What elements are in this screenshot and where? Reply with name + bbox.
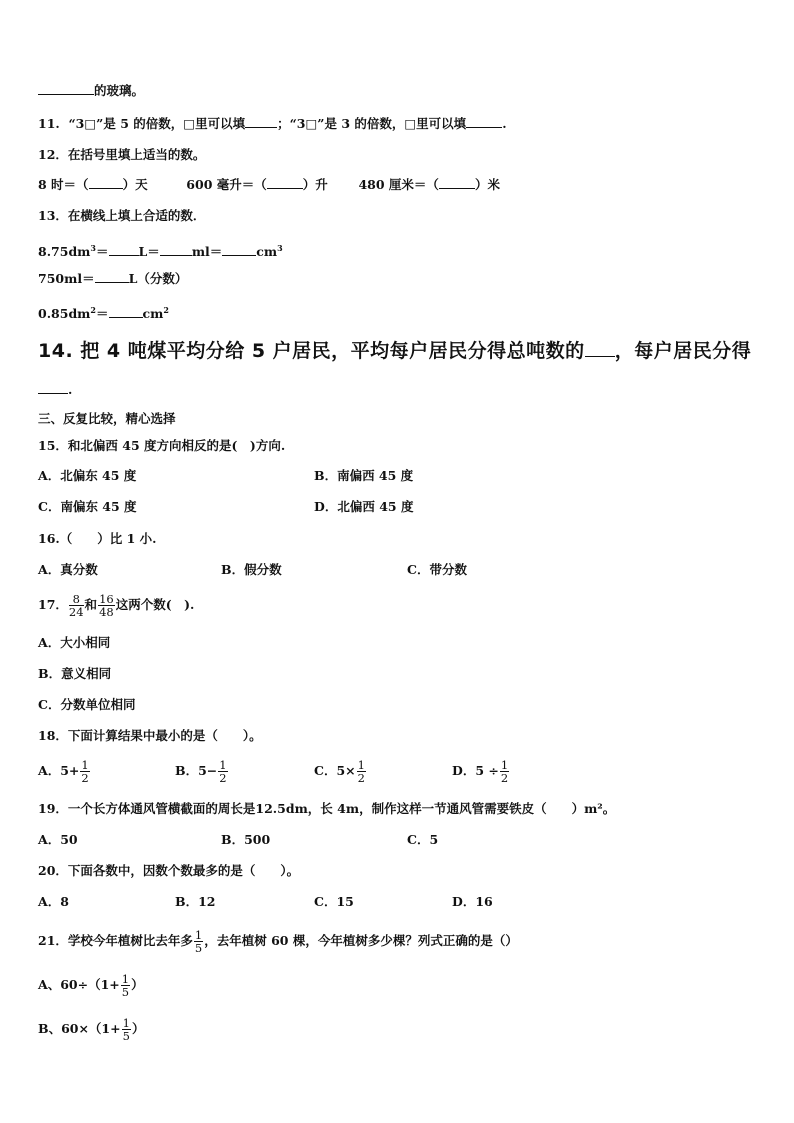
option-d[interactable]: D．16 bbox=[452, 894, 493, 909]
question-11: 11. “3□”是 5 的倍数，□里可以填 ；“3□”是 3 的倍数，□里可以填 . bbox=[38, 116, 507, 131]
question-17-title: 17． $\frac{8}{24}$ 和 $\frac{16}{48}$ 这两个数( ). bbox=[38, 592, 195, 619]
question-21-title: 21．学校今年植树比去年多 $\frac{1}{5}$ ，去年植树 60 棵，今年植树多少棵？列式正确的是（） bbox=[38, 928, 518, 955]
option-b[interactable]: B．12 bbox=[175, 894, 216, 909]
fraction: $\frac{1}{2}$ bbox=[219, 758, 227, 785]
question-18-title: 18．下面计算结果中最小的是（ ）。 bbox=[38, 728, 262, 743]
option-a[interactable]: A．8 bbox=[38, 894, 69, 909]
answer-blank[interactable] bbox=[585, 340, 615, 357]
section-3-title: 三、反复比较，精心选择 bbox=[38, 411, 176, 426]
option-a[interactable]: A、60÷（1+ $\frac{1}{5}$ ） bbox=[38, 972, 144, 999]
fraction: $\frac{1}{2}$ bbox=[81, 758, 89, 785]
question-14-cont: . bbox=[38, 381, 72, 399]
question-13-line-2: 750ml＝ L（分数） bbox=[38, 271, 188, 286]
question-19-title: 19．一个长方体通风管横截面的周长是12.5dm，长 4m，制作这样一节通风管需要铁皮（ ）m²。 bbox=[38, 801, 616, 816]
answer-blank[interactable] bbox=[38, 381, 68, 394]
option-c[interactable]: C．5 bbox=[407, 832, 439, 847]
option-d[interactable]: D．5 ÷ $\frac{1}{2}$ bbox=[452, 758, 509, 785]
option-c[interactable]: C．分数单位相同 bbox=[38, 697, 136, 712]
answer-blank[interactable] bbox=[439, 176, 475, 189]
answer-blank[interactable] bbox=[109, 243, 139, 256]
question-16-title: 16.（ ）比 1 小. bbox=[38, 531, 157, 546]
option-a[interactable]: A．5+ $\frac{1}{2}$ bbox=[38, 758, 89, 785]
answer-blank[interactable] bbox=[95, 270, 129, 283]
fraction: $\frac{1}{5}$ bbox=[121, 972, 130, 999]
question-12-items: 8 时＝（ ）天 600 毫升＝（ ）升 480 厘米＝（ ）米 bbox=[38, 177, 500, 192]
option-b[interactable]: B、60×（1+ $\frac{1}{5}$ ） bbox=[38, 1016, 145, 1043]
option-a[interactable]: A．真分数 bbox=[38, 562, 98, 577]
question-12-title: 12．在括号里填上适当的数。 bbox=[38, 147, 206, 162]
question-13-line-1: $8.75dm^3= L= ml= cm^3$ bbox=[38, 243, 283, 260]
question-14: 14. 把 4 吨煤平均分给 5 户居民，平均每户居民分得总吨数的 ，每户居民分得 bbox=[38, 340, 752, 362]
option-c[interactable]: C．15 bbox=[314, 894, 354, 909]
fraction: $\frac{1}{5}$ bbox=[122, 1016, 130, 1043]
answer-blank[interactable] bbox=[222, 243, 256, 256]
answer-blank[interactable] bbox=[109, 305, 143, 318]
question-20-title: 20．下面各数中，因数个数最多的是（ ）。 bbox=[38, 863, 300, 878]
answer-blank[interactable] bbox=[38, 82, 94, 95]
option-c[interactable]: C．5× $\frac{1}{2}$ bbox=[314, 758, 365, 785]
option-d[interactable]: D．北偏西 45 度 bbox=[314, 499, 414, 514]
option-b[interactable]: B．意义相同 bbox=[38, 666, 112, 681]
option-b[interactable]: B．南偏西 45 度 bbox=[314, 468, 414, 483]
answer-blank[interactable] bbox=[267, 176, 303, 189]
answer-blank[interactable] bbox=[160, 243, 192, 256]
fraction: $\frac{8}{24}$ bbox=[68, 592, 84, 619]
answer-blank[interactable] bbox=[245, 115, 277, 128]
option-b[interactable]: B．假分数 bbox=[221, 562, 282, 577]
option-a[interactable]: A．50 bbox=[38, 832, 78, 847]
option-a[interactable]: A．大小相同 bbox=[38, 635, 111, 650]
fraction: $\frac{16}{48}$ bbox=[99, 592, 114, 619]
option-b[interactable]: B．5− $\frac{1}{2}$ bbox=[175, 758, 227, 785]
question-15-title: 15．和北偏西 45 度方向相反的是( )方向. bbox=[38, 438, 286, 453]
question-13-title: 13．在横线上填上合适的数． bbox=[38, 208, 206, 223]
answer-blank[interactable] bbox=[466, 115, 502, 128]
option-c[interactable]: C．带分数 bbox=[407, 562, 467, 577]
option-c[interactable]: C．南偏东 45 度 bbox=[38, 499, 137, 514]
fraction: $\frac{1}{5}$ bbox=[194, 928, 203, 955]
option-b[interactable]: B．500 bbox=[221, 832, 271, 847]
answer-blank[interactable] bbox=[89, 176, 123, 189]
fill-line-top: 的玻璃。 bbox=[38, 82, 144, 100]
fraction: $\frac{1}{2}$ bbox=[500, 758, 509, 785]
question-13-line-3: $0.85dm^2= cm^2$ bbox=[38, 305, 169, 322]
fraction: $\frac{1}{2}$ bbox=[357, 758, 365, 785]
option-a[interactable]: A．北偏东 45 度 bbox=[38, 468, 137, 483]
